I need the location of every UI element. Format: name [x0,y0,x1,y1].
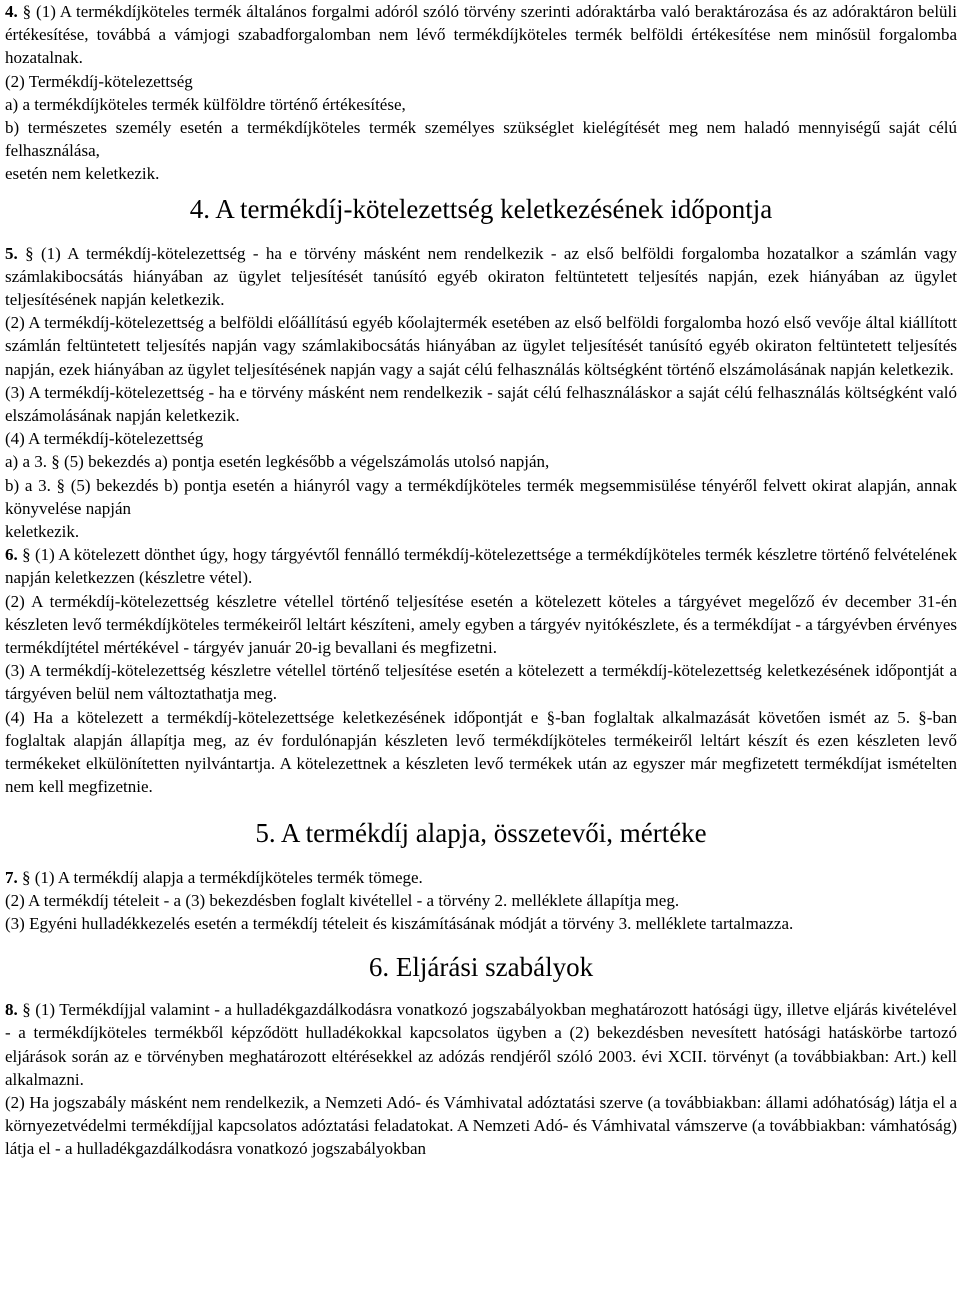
section-5-paragraphs [5,866,957,936]
paragraph-text: b) természetes személy esetén a termékdíjköteles termék személyes szükséglet kielégítését meg nem haladó mennyiségű saját célú felhasználása, [5,118,957,161]
paragraph-text: (3) A termékdíj-kötelezettség készletre vétellel történő teljesítése esetén a kötelezett a termékdíj-kötelezettség keletkezésének időpontját a tárgyéven belül nem változtathatja meg. [5,661,957,704]
paragraph [5,474,957,520]
paragraph [5,242,957,312]
top-paragraphs [5,0,957,186]
paragraph-text: b) a 3. § (5) bekezdés b) pontja esetén a hiányról vagy a termékdíjköteles termék megsemmisülése tényéről felvett okirat alapján, annak könyvelése napján [5,475,957,518]
paragraph-text: (2) A termékdíj-kötelezettség készletre vétellel történő teljesítése esetén a kötelezett köteles a tárgyévet megelőző év december 31-én készleten levő termékdíjköteles termékeiről leltárt készíteni, amely egyben a tárgyév nyitókészlete, és a termékdíjat - a tárgyévben érvényes termékdíjtétel mértékével - tárgyév január 20-ig bevallani és megfizetni. [5,591,957,658]
paragraph-text: § (1) A termékdíjköteles termék általános forgalmi adóról szóló törvény szerinti adóraktárba való beraktározása és az adóraktáron belüli értékesítése, továbbá a vámjogi szabadforgalomban nem lévő termékdíjköteles termék belföldi értékesítése nem minősül forgalomba hozatalnak. [5,2,957,68]
paragraph [5,866,957,889]
paragraph [5,998,957,1091]
paragraph-text: a) a termékdíjköteles termék külföldre történő értékesítése, [5,94,406,114]
paragraph-text: § (1) A termékdíj-kötelezettség - ha e törvény másként nem rendelkezik - az első belföldi forgalomba hozatalkor a számlán vagy számlakibocsátás hiányában az ügylet teljesítését tanúsító egyéb okiraton feltüntetett teljesítés napján, ezek hiányában az ügylet teljesítésének napján keletkezik. [5,243,957,310]
section-6-heading: 6. Eljárási szabályok [368,952,594,983]
paragraph [5,381,957,427]
paragraph [5,590,957,660]
section-number: 5. [5,243,18,263]
paragraph-text: keletkezik. [5,522,80,542]
paragraph [5,450,957,473]
paragraph [5,889,957,912]
section-5-heading: 5. A termékdíj alapja, összetevői, mértéke [255,817,707,848]
paragraph [5,427,957,450]
paragraph [5,311,957,381]
paragraph-text: § (1) Termékdíjjal valamint - a hulladékgazdálkodásra vonatkozó jogszabályokban meghatározott hatósági ügy, illetve eljárás kivételével - a termékdíjköteles termékből képződött hulladékokkal kapcsolatos ügyben a (2) bekezdésben nevesített hatósági hatáskörbe tartozó eljárások során az e törvényben meghatározott eltérésekkel az adózás rendjéről szóló 2003. évi XCII. törvényt (a továbbiakban: Art.) kell alkalmazni. [5,1000,957,1089]
section-number: 7. [5,867,18,887]
paragraph-text: esetén nem keletkezik. [5,164,160,184]
paragraph [5,93,957,116]
paragraph-text: § (1) A kötelezett dönthet úgy, hogy tárgyévtől fennálló termékdíj-kötelezettsége a termékdíjköteles termék készletre történő felvételének napján keletkezzen (készletre vétel). [5,545,957,588]
paragraph-text: (2) A termékdíj tételeit - a (3) bekezdésben foglalt kivétellel - a törvény 2. melléklete állapítja meg. [5,890,680,910]
paragraph-text: (4) A termékdíj-kötelezettség [5,429,204,449]
paragraph [5,706,957,799]
paragraph [5,912,957,935]
paragraph-text: (3) Egyéni hulladékkezelés esetén a termékdíj tételeit és kiszámításának módját a törvény 3. melléklete tartalmazza. [5,913,794,933]
section-number: 6. [5,545,18,565]
paragraph [5,659,957,705]
paragraph [5,520,957,543]
paragraph-text: (4) Ha a kötelezett a termékdíj-kötelezettsége keletkezésének időpontját e §-ban foglaltak alkalmazását követően ismét az 5. §-ban foglaltak alapján állapítja meg, az év fordulónapján készleten levő termékdíjköteles termékeiről leltárt készít és ezen készleten levő termékeket elkülönítetten nyilvántartja. A kötelezettnek a készleten levő termékek után az egyszer már megfizetett termékdíjat ismételten nem kell megfizetnie. [5,707,957,797]
section-number: 8. [5,1000,18,1020]
section-number: 4. [5,2,18,21]
paragraph-text: (2) A termékdíj-kötelezettség a belföldi előállítású egyéb kőolajtermék esetében az első belföldi forgalomba hozó első vevője által kiállított számlán feltüntetett teljesítés napján vagy számlakibocsátás hiányában az ügylet teljesítését tanúsító egyéb okiraton feltüntetett teljesítés napján, ezek hiányában az ügylet teljesítésének napján vagy a saját célú felhasználás költségként történő elszámolásának napján keletkezik. [5,313,957,379]
paragraph-text: (2) Termékdíj-kötelezettség [5,71,193,91]
paragraph [5,543,957,589]
section-6-paragraphs [5,998,957,1160]
paragraph [5,162,957,185]
paragraph-text: a) a 3. § (5) bekezdés a) pontja esetén legkésőbb a végelszámolás utolsó napján, [5,452,550,472]
paragraph [5,116,957,162]
paragraph [5,1091,957,1161]
paragraph-text: (3) A termékdíj-kötelezettség - ha e törvény másként nem rendelkezik - saját célú felhasználáskor a saját célú felhasználás költségként való elszámolásának napján keletkezik. [5,382,957,426]
section-4-paragraphs [5,242,957,799]
paragraph-text: (2) Ha jogszabály másként nem rendelkezik, a Nemzeti Adó- és Vámhivatal adóztatási szerve (a továbbiakban: állami adóhatóság) látja el a környezetvédelmi termékdíjjal kapcsolatos adóztatási feladatokat. A Nemzeti Adó- és Vámhivatal vámszerve (a továbbiakban: vámhatóság) látja el - a hulladékgazdálkodásra vonatkozó jogszabályokban [5,1092,957,1159]
section-4-heading: 4. A termékdíj-kötelezettség keletkezésének időpontja [189,193,773,224]
paragraph-text: § (1) A termékdíj alapja a termékdíjköteles termék tömege. [17,867,423,887]
paragraph [5,0,957,70]
paragraph [5,70,957,93]
